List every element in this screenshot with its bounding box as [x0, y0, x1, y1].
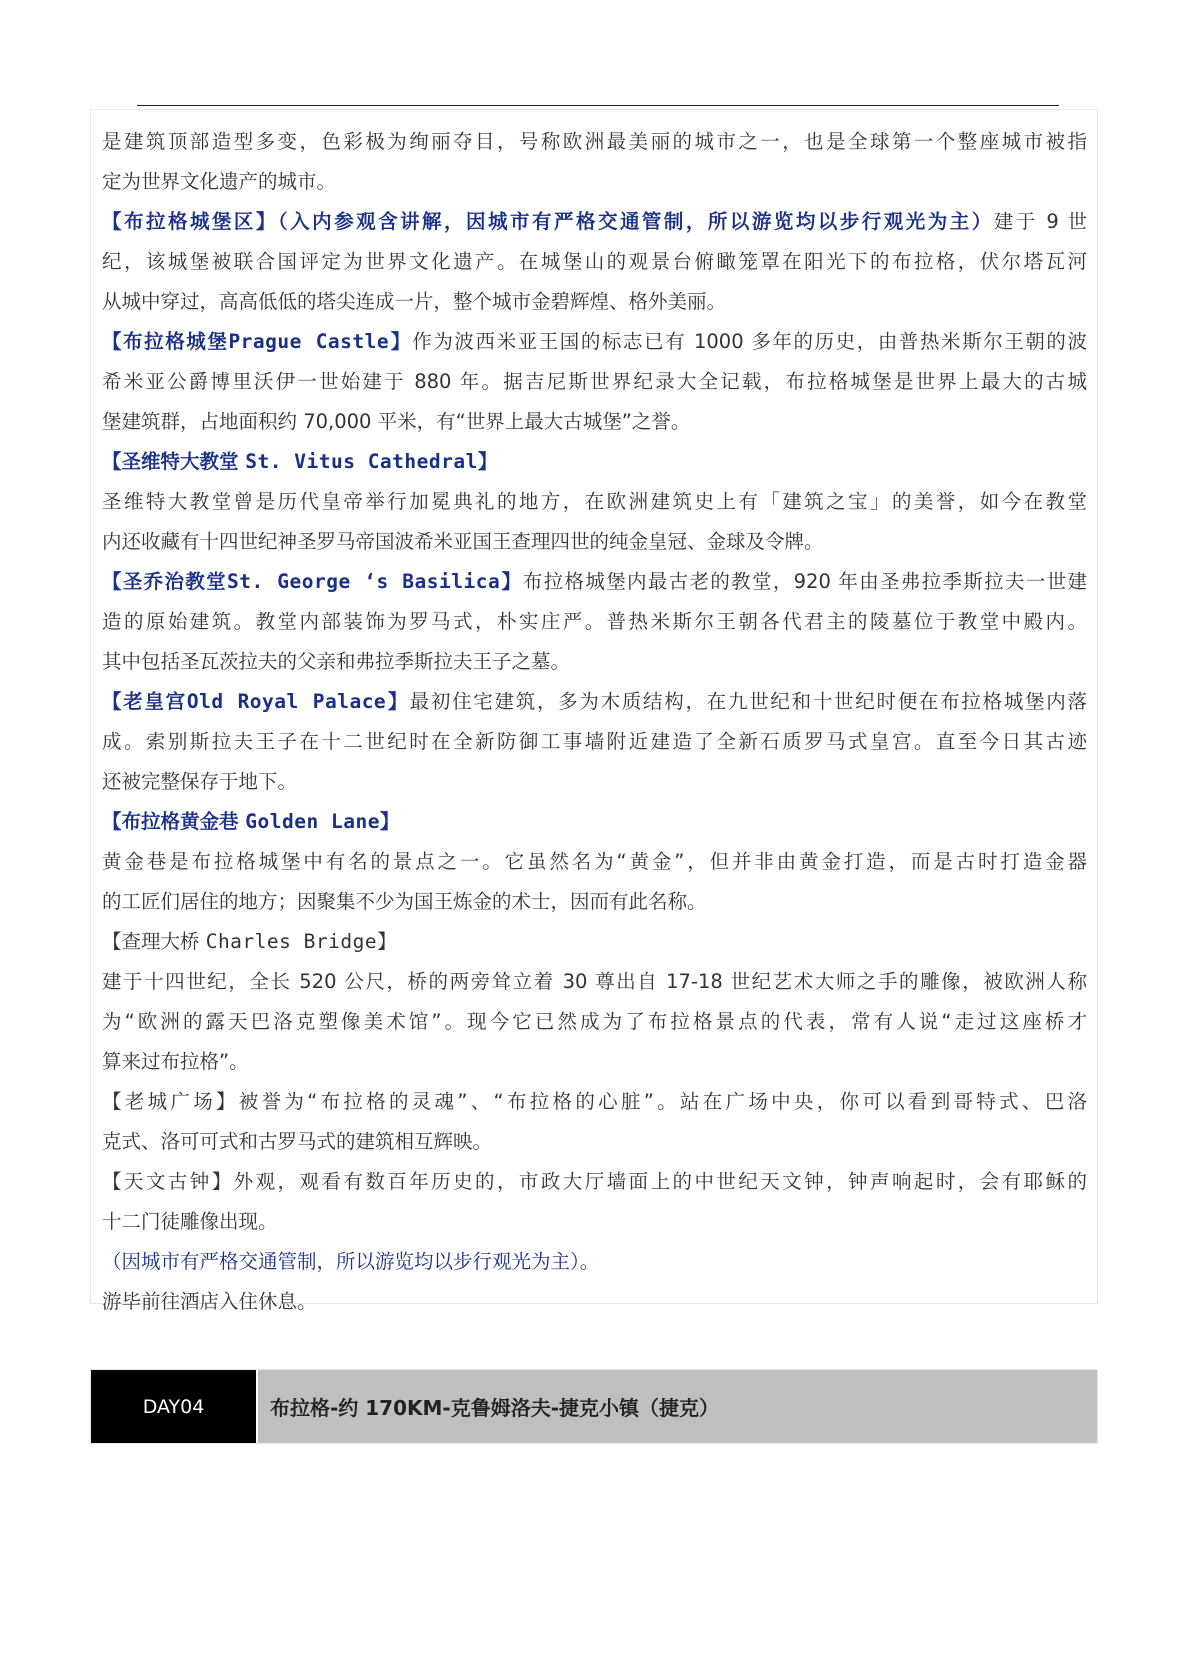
paragraph-line: 纪，该城堡被联合国评定为世界文化遗产。在城堡山的观景台俯瞰笼罩在阳光下的布拉格，伏尔塔瓦河 — [102, 250, 1087, 273]
vitus-heading-en: St. Vitus Cathedral】 — [245, 450, 498, 473]
paragraph-line: 定为世界文化遗产的城市。 — [102, 170, 337, 193]
paragraph-line: 圣维特大教堂曾是历代皇帝举行加冕典礼的地方，在欧洲建筑史上有「建筑之宝」的美誉，如今在教堂 — [102, 490, 1087, 513]
paragraph-line: 建于十四世纪，全长 520 公尺，桥的两旁耸立着 30 尊出自 17-18 世纪艺术大师之手的雕像，被欧洲人称 — [102, 970, 1087, 993]
prague-castle-heading-cn: 【布拉格城堡 — [102, 330, 229, 353]
golden-lane-heading-line — [102, 802, 1087, 842]
paragraph-line: 黄金巷是布拉格城堡中有名的景点之一。它虽然名为“黄金”，但并非由黄金打造，而是古时打造金器 — [102, 850, 1087, 873]
palace-heading-en: Old Royal Palace】 — [186, 690, 410, 713]
palace-heading-cn: 【老皇宫 — [102, 690, 187, 713]
george-heading-en: St. George ‘s Basilica】 — [226, 570, 523, 593]
vitus-heading-cn: 【圣维特大教堂 — [102, 450, 246, 473]
golden-lane-heading-en: Golden Lane】 — [245, 810, 400, 833]
paragraph-line: 希米亚公爵博里沃伊一世始建于 880 年。据吉尼斯世界纪录大全记载，布拉格城堡是世界上最大的古城 — [102, 370, 1087, 393]
traffic-note: （因城市有严格交通管制，所以游览均以步行观光为主）。 — [102, 1250, 600, 1273]
day-header-bar — [90, 1369, 1098, 1444]
charles-bridge-heading-en: Charles Bridge】 — [205, 930, 398, 953]
paragraph-line: 【老城广场】被誉为“布拉格的灵魂”、“布拉格的心脏”。站在广场中央，你可以看到哥特式、巴洛 — [102, 1090, 1087, 1113]
prague-castle-text: 作为波西米亚王国的标志已有 1000 多年的历史，由普热米斯尔王朝的波 — [412, 330, 1087, 353]
day-label: DAY04 — [91, 1370, 256, 1443]
paragraph-line: 的工匠们居住的地方；因聚集不少为国王炼金的术士，因而有此名称。 — [102, 890, 707, 913]
day-title: 布拉格-约 170KM-克鲁姆洛夫-捷克小镇（捷克） — [258, 1370, 1097, 1443]
paragraph-line: 从城中穿过，高高低低的塔尖连成一片，整个城市金碧辉煌、格外美丽。 — [102, 290, 727, 313]
castle-district-line — [102, 202, 1087, 242]
charles-bridge-heading-line — [102, 922, 1087, 962]
header-rule — [137, 105, 1059, 106]
palace-text: 最初住宅建筑，多为木质结构，在九世纪和十世纪时便在布拉格城堡内落 — [409, 690, 1087, 713]
paragraph-line: 堡建筑群，占地面积约 70,000 平米，有“世界上最大古城堡”之誉。 — [102, 410, 691, 433]
castle-district-text: 建于 9 世 — [993, 210, 1087, 233]
paragraph-line: 克式、洛可可式和古罗马式的建筑相互辉映。 — [102, 1130, 493, 1153]
castle-district-heading: 【布拉格城堡区】（入内参观含讲解，因城市有严格交通管制，所以游览均以步行观光为主） — [102, 210, 994, 233]
paragraph-line: 算来过布拉格”。 — [102, 1050, 249, 1073]
paragraph-line: 成。索别斯拉夫王子在十二世纪时在全新防御工事墙附近建造了全新石质罗马式皇宫。直至今日其古迹 — [102, 730, 1087, 753]
paragraph-line: 【天文古钟】外观，观看有数百年历史的，市政大厅墙面上的中世纪天文钟，钟声响起时，会有耶稣的 — [102, 1170, 1087, 1193]
george-heading-cn: 【圣乔治教堂 — [102, 570, 227, 593]
paragraph-line: 十二门徒雕像出现。 — [102, 1210, 278, 1233]
palace-line — [102, 682, 1087, 722]
vitus-heading-line — [102, 442, 1087, 482]
george-line — [102, 562, 1087, 602]
paragraph-line: 为“欧洲的露天巴洛克塑像美术馆”。现今它已然成为了布拉格景点的代表，常有人说“走过这座桥才 — [102, 1010, 1087, 1033]
prague-castle-heading-en: Prague Castle】 — [228, 330, 413, 353]
paragraph-line: 造的原始建筑。教堂内部装饰为罗马式，朴实庄严。普热米斯尔王朝各代君主的陵墓位于教堂中殿内。 — [102, 610, 1087, 633]
paragraph-line: 其中包括圣瓦茨拉夫的父亲和弗拉季斯拉夫王子之墓。 — [102, 650, 571, 673]
paragraph-line: 还被完整保存于地下。 — [102, 770, 298, 793]
george-text: 布拉格城堡内最古老的教堂，920 年由圣弗拉季斯拉夫一世建 — [522, 570, 1087, 593]
charles-bridge-heading-cn: 【查理大桥 — [102, 930, 206, 953]
paragraph-line: 内还收藏有十四世纪神圣罗马帝国波希米亚国王查理四世的纯金皇冠、金球及令牌。 — [102, 530, 824, 553]
closing-line: 游毕前往酒店入住休息。 — [102, 1290, 317, 1313]
paragraph-line: 是建筑顶部造型多变，色彩极为绚丽夺目，号称欧洲最美丽的城市之一，也是全球第一个整座城市被指 — [102, 130, 1087, 153]
golden-lane-heading-cn: 【布拉格黄金巷 — [102, 810, 246, 833]
itinerary-text-block — [90, 109, 1098, 1313]
prague-castle-line — [102, 322, 1087, 362]
